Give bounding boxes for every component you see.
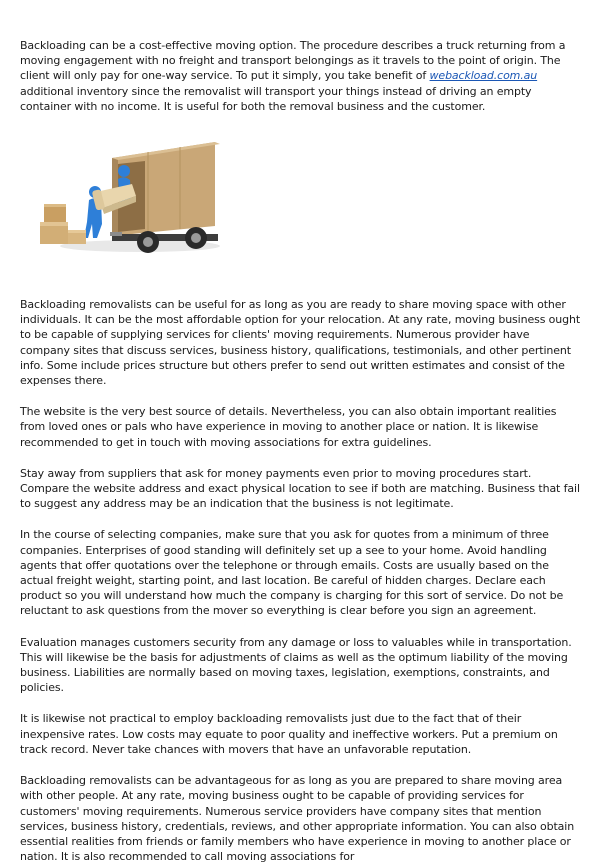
body-paragraph: It is likewise not practical to employ backloading removalists just due to the fact that of their inexpensive rates. Low costs may equate to poor quality and ineffective workers. Put a premium on track record. Never take chances with movers that have an unfavorable reputation. [20, 712, 558, 756]
moving-truck-illustration [20, 134, 222, 272]
intro-text-before-link: Backloading can be a cost-effective moving option. The procedure describes a truck returning from a moving engagement with no freight and transport belongings as it travels to the point of origin. The client will only pay for one-way service. To put it simply, you take benefit of [20, 39, 566, 83]
body-paragraph: Stay away from suppliers that ask for money payments even prior to moving procedures start. Compare the website address and exact physical location to see if both are matching. Business that fail to suggest any address may be an indication that the business is not legitimate. [20, 466, 580, 511]
body-paragraph: In the course of selecting companies, make sure that you ask for quotes from a minimum of three companies. Enterprises of good standing will definitely set up a see to your home. Avoid handling agents that offer quotations over the telephone or through emails. Costs are usually based on the actual freight weight, starting point, and last location. Be careful of hidden charges. Declare each product so you will understand how much the company is charging for this sort of service. Do not be reluctant to ask questions from the mover so everything is clear before you sign an agreement. [20, 528, 564, 618]
article-body [20, 38, 582, 864]
intro-text-after-link: additional inventory since the removalist will transport your things instead of driving an empty container with no income. It is useful for both the removal business and the customer. [20, 84, 532, 113]
webackload-link[interactable]: webackload.com.au [429, 69, 538, 83]
intro-paragraph [20, 38, 582, 114]
body-paragraph: Backloading removalists can be useful for as long as you are ready to share moving space with other individuals. It can be the most affordable option for your relocation. At any rate, moving business ought to be capable of supplying services for clients' moving requirements. Numerous provider have company sites that discuss services, business history, qualifications, testimonials, and other pertinent info. Some include prices structure but others prefer to send out written estimates and consist of the expenses there. [20, 298, 581, 388]
body-paragraph: The website is the very best source of details. Nevertheless, you can also obtain important realities from loved ones or pals who have experience in moving to another place or nation. It is likewise recommended to get in touch with moving associations for extra guidelines. [20, 405, 557, 449]
body-paragraph: Backloading removalists can be advantageous for as long as you are prepared to share moving area with other people. At any rate, moving business ought to be capable of providing services for customers' moving requirements. Numerous service providers have company sites that mention services, business history, credentials, reviews, and other appropriate information. You can also obtain essential realities from friends or family members who have experience in moving to another place or nation. It is also recommended to call moving associations for [20, 774, 575, 864]
body-paragraph: Evaluation manages customers security from any damage or loss to valuables while in transportation. This will likewise be the basis for adjustments of claims as well as the optimum liability of the moving business. Liabilities are normally based on moving taxes, legislation, exemptions, constraints, and policies. [20, 635, 572, 695]
